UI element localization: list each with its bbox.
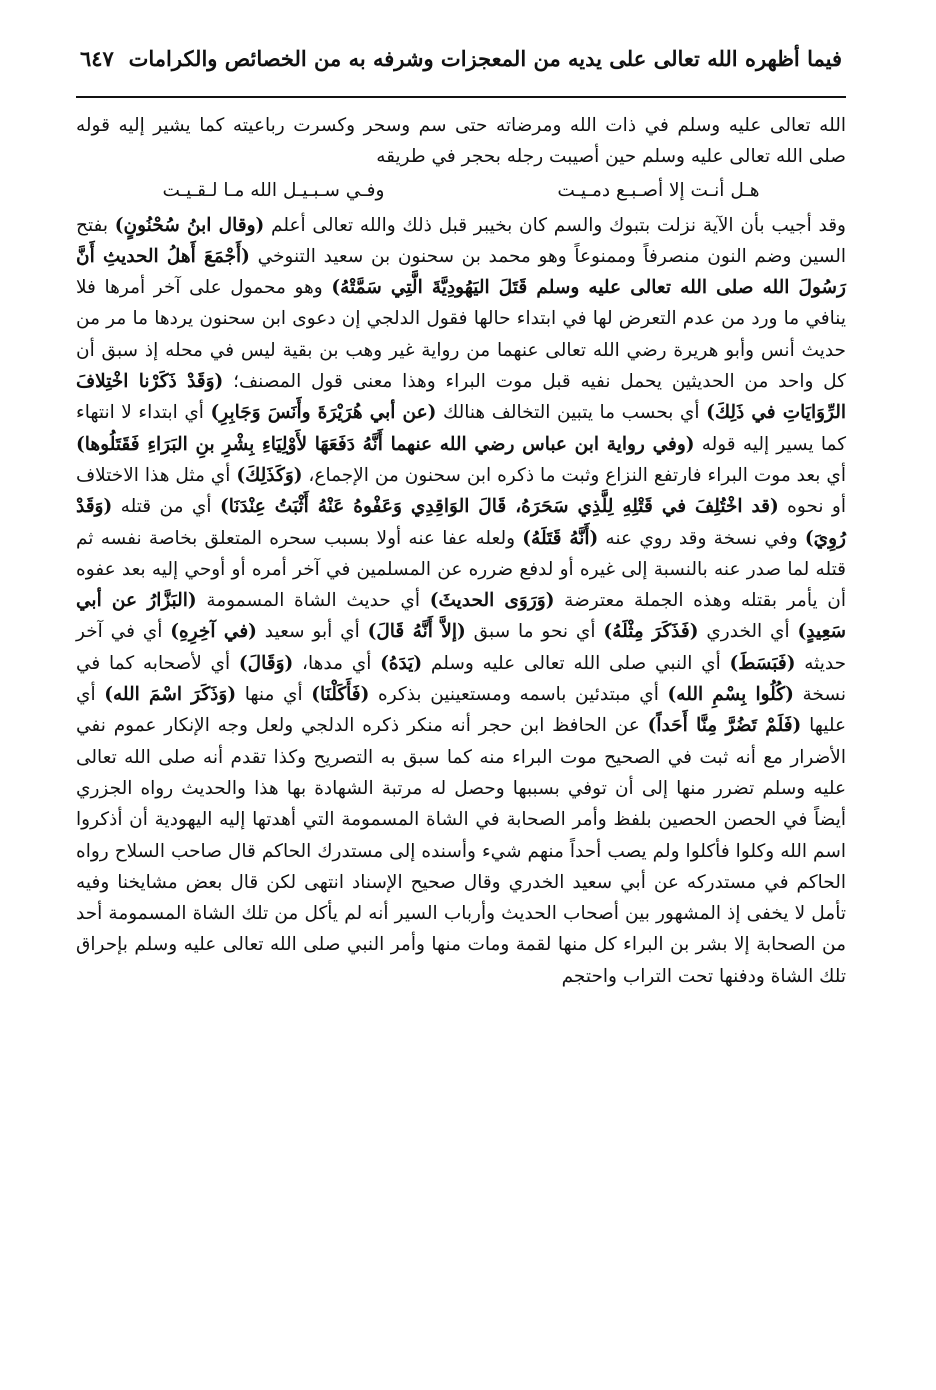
header-rule — [76, 96, 846, 98]
commentary-text: أي منها — [236, 684, 312, 706]
commentary-text: وهو محمول على آخر أمرها فلا ينافي ما ورد من عدم التعرض لها في ابتداء حالها فقول الدلجي إن دعوى ابن سحنون يردها ما مر من حديث أنس وأبو هريرة رضي الله تعالى عنهما من رواية غير وهب بن بقية ليس في محله إذ سبق أن كل واحد من الحديثين يحمل نفيه قبل موت البراء وهذا معنى قول المصنف؛ — [76, 277, 846, 393]
book-page — [76, 46, 846, 992]
commentary-text: أي بحسب ما يتبين التخالف هنالك — [436, 402, 707, 424]
matn-quote: (وفي رواية ابن عباس رضي الله عنهما أَنَّهُ دَفَعَهَا لأَوْلِيَاءِ بِشْرِ بنِ البَرَاءِ فَقَتَلُوها) — [76, 433, 695, 455]
commentary-text: أي النبي صلى الله تعالى عليه وسلم — [422, 652, 730, 674]
commentary-text: أي مثل هذا الاختلاف أو نحوه — [76, 464, 846, 518]
commentary-text: أي بعد موت البراء فارتفع النزاع وثبت ما ذكره ابن سحنون من الإجماع، — [302, 464, 846, 486]
commentary-text: أي لأصحابه كما في نسخة — [76, 652, 846, 706]
page-number: ٦٤٧ — [80, 46, 114, 71]
commentary-text: وقد أجيب بأن الآية نزلت بتبوك والسم كان بخيبر قبل ذلك والله تعالى أعلم — [264, 214, 846, 236]
commentary-text: أي مدها، — [293, 652, 381, 674]
commentary-text: وفي نسخة وقد روي عنه — [598, 527, 805, 549]
commentary-text: أي عليها — [76, 684, 846, 737]
matn-quote: (وَقَدْ ذَكَرْنا اخْتِلافَ الرِّوَايَاتِ في ذَلِكَ) — [76, 371, 847, 424]
matn-quote: (فَبَسَطَ) — [729, 652, 796, 674]
commentary-text: أي من قتله — [112, 496, 220, 518]
body-text — [76, 110, 846, 992]
paragraph-intro — [76, 110, 846, 173]
page-header — [76, 46, 846, 94]
poem-verse — [76, 175, 846, 206]
commentary-text: الله تعالى عليه وسلم في ذات الله ومرضاته حتى سم وسحر وكسرت رباعيته كما يشير إليه قوله صلى الله تعالى عليه وسلم حين أصيبت رجله بحجر في طريقه — [76, 115, 846, 168]
matn-quote: (أَجْمَعَ أَهلُ الحديثِ أَنَّ رَسُولَ الله صلى الله تعالى عليه وسلم قَتَلَ اليَهُودِيَّةَ الَّتِي سَمَّتْهُ) — [76, 245, 846, 299]
matn-quote: (وَذَكَرَ اسْمَ الله) — [104, 684, 237, 706]
matn-quote: (في آخِرِهِ) — [170, 621, 257, 643]
commentary-text: أي أبو سعيد — [256, 621, 368, 643]
matn-quote: (أَنَّهُ قَتَلَهُ) — [522, 527, 599, 549]
paragraph-main — [76, 210, 846, 992]
matn-quote: (وَقَالَ) — [238, 652, 294, 674]
commentary-text: ولعله عفا عنه أولا بسبب سحره المتعلق بخاصة نفسه ثم قتله لما صدر عنه بالنسبة إلى غيره أو لدفع ضرره عن المسلمين في آخر أمره أو أوحي إليه بعد عفوه أن يأمر بقتله وهذه الجملة معترضة — [76, 527, 846, 612]
commentary-text: أي نحو ما سبق — [465, 621, 604, 643]
matn-quote: (وَرَوَى الحديثَ) — [429, 590, 555, 612]
commentary-text: أي ابتداء لا انتهاء كما يسير إليه قوله — [76, 402, 846, 455]
matn-quote: (كُلُوا بِسْمِ الله) — [667, 684, 794, 706]
matn-quote: (عن أبي هُرَيْرَةَ وأَنَسَ وَجَابِرِ) — [210, 402, 437, 424]
matn-quote: (البَزَّارُ عن أبي سَعِيدٍ) — [76, 590, 847, 643]
commentary-text: أي الخدري — [698, 621, 798, 643]
verse-hemistich-right: هـل أنـت إلا أصـبـع دمـيـت — [557, 179, 760, 201]
commentary-text: أي في آخر حديثه — [76, 621, 847, 674]
commentary-text: أي حديث الشاة المسمومة — [196, 590, 430, 612]
matn-quote: (فَلَمْ تَضُرَّ مِنَّا أَحَداً) — [647, 715, 802, 737]
commentary-text: بفتح السين وضم النون منصرفاً وممنوعاً وهو محمد بن سحنون بن سعيد التنوخي — [76, 214, 846, 267]
matn-quote: (وَقَدْ رُوِيَ) — [76, 496, 846, 549]
matn-quote: (فَذَكَرَ مِثْلَهُ) — [603, 621, 699, 643]
matn-quote: (يَدَهُ) — [380, 652, 423, 674]
commentary-text: عن الحافظ ابن حجر أنه منكر ذكره الدلجي ولعل وجه الإنكار عموم نفي الأضرار مع أنه ثبت في الصحيح موت البراء منه كما سبق به التصريح وكذا تقدم أنه صلى الله تعالى عليه وسلم تضرر منها إلى أن توفي بسببها وحصل له مرتبة الشهادة بها هذا والحديث رواه الجزري أيضاً في الحصن الحصين بلفظ وأمر الصحابة في الشاة المسمومة التي أهدتها إليه اليهودية أن أذكروا اسم الله وكلوا فأكلوا ولم يصب أحداً منهم شيء وأسنده إلى مستدرك الحاكم قال صاحب السلاح رواه الحاكم في مستدركه عن أبي سعيد الخدري وقال صحيح الإسناد انتهى لكن قال بعض مشايخنا وفيه تأمل لا يخفى إذ المشهور بين أصحاب الحديث وأرباب السير أنه لم يأكل من تلك الشاة المسمومة أحد من الصحابة إلا بشر بن البراء كل منها لقمة ومات منها وأمر النبي صلى الله تعالى عليه وسلم بإحراق تلك الشاة ودفنها تحت التراب واحتجم — [76, 715, 846, 987]
matn-quote: (إلاَّ أَنَّهُ قَالَ) — [367, 621, 466, 643]
running-title: فيما أظهره الله تعالى على يديه من المعجزات وشرفه به من الخصائص والكرامات — [128, 46, 842, 71]
matn-quote: (وقال ابنُ سُحْنُونٍ) — [114, 214, 265, 236]
commentary-text: أي مبتدئين باسمه ومستعينين بذكره — [369, 684, 668, 706]
verse-hemistich-left: وفـي سـبـيـل الله مـا لـقـيـت — [162, 179, 385, 201]
matn-quote: (فَأَكَلْنَا) — [311, 684, 370, 706]
matn-quote: (قد اخْتُلِفَ في قَتْلِهِ لِلَّذِي سَحَرَهُ، قَالَ الوَاقِدِي وَعَفْوهُ عَنْهُ أَثْبَتُ عِنْدَنَا) — [219, 496, 779, 518]
matn-quote: (وَكَذَلِكَ) — [236, 464, 303, 486]
